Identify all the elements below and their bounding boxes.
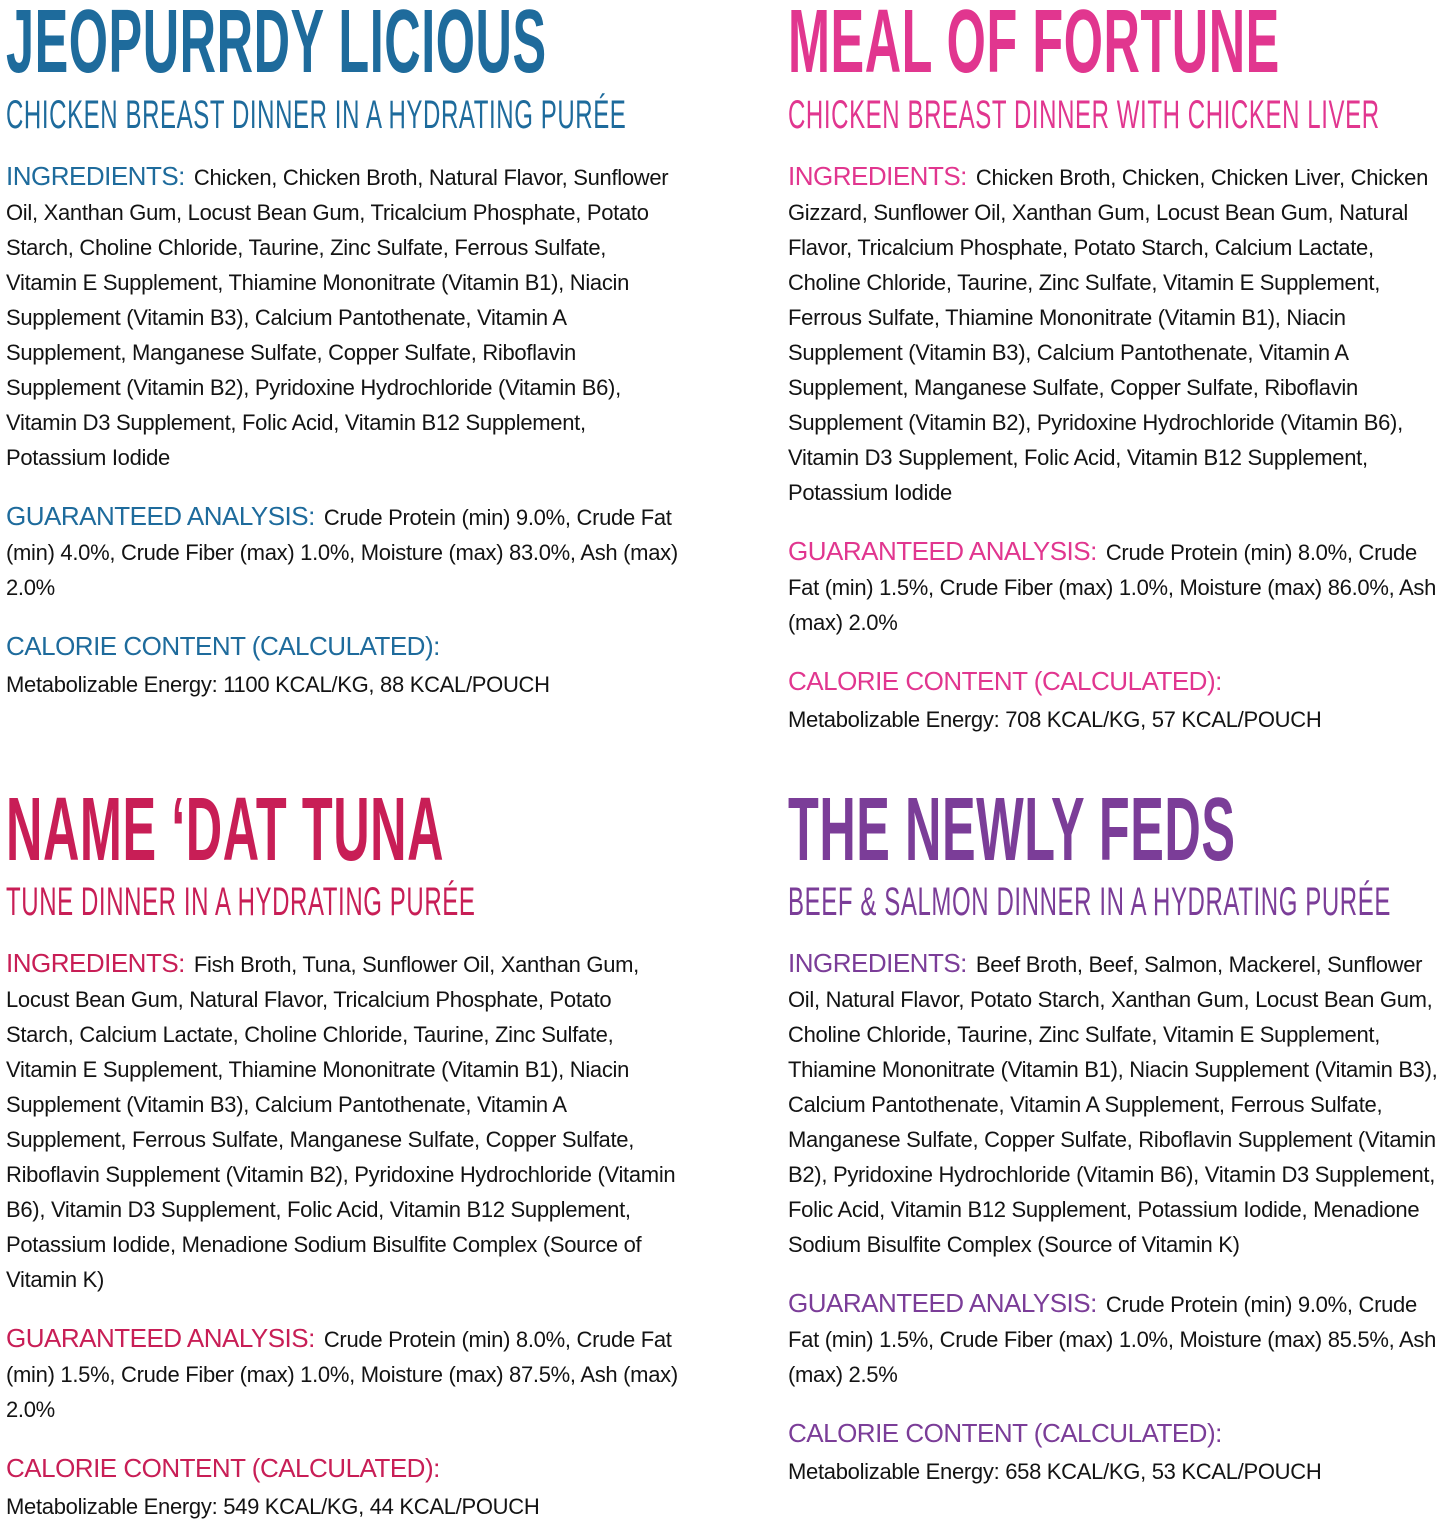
guaranteed-analysis-label: GUARANTEED ANALYSIS: bbox=[788, 536, 1097, 566]
ingredients-paragraph bbox=[6, 159, 682, 475]
product-title: MEAL OF FORTUNE bbox=[788, 4, 1153, 81]
ingredients-label: INGREDIENTS: bbox=[788, 948, 967, 978]
product-panel-meal-of-fortune bbox=[788, 4, 1440, 737]
product-title: THE NEWLY FEDS bbox=[788, 792, 1153, 869]
ingredients-paragraph bbox=[788, 946, 1440, 1262]
calorie-content-label: CALORIE CONTENT (CALCULATED): bbox=[6, 1451, 682, 1486]
ingredients-label: INGREDIENTS: bbox=[788, 161, 967, 191]
guaranteed-analysis-label: GUARANTEED ANALYSIS: bbox=[6, 501, 315, 531]
guaranteed-analysis-text: Crude Protein (min) 9.0%, Crude Fat (min) 4.0%, Crude Fiber (max) 1.0%, Moisture (max) 83.0%, Ash (max) 2.0% bbox=[6, 505, 678, 600]
calorie-content-paragraph bbox=[6, 1451, 682, 1524]
product-subtitle: CHICKEN BREAST DINNER IN A HYDRATING PURÉE bbox=[6, 95, 412, 135]
calorie-content-paragraph bbox=[788, 664, 1440, 737]
ingredients-text: Chicken, Chicken Broth, Natural Flavor, Sunflower Oil, Xanthan Gum, Locust Bean Gum, Tricalcium Phosphate, Potato Starch, Choline Chloride, Taurine, Zinc Sulfate, Ferrous Sulfate, Vitamin E Supplement, Thiamine Mononitrate (Vitamin B1), Niacin Supplement (Vitamin B3), Calcium Pantothenate, Vitamin A Supplement, Manganese Sulfate, Copper Sulfate, Riboflavin Supplement (Vitamin B2), Pyridoxine Hydrochloride (Vitamin B6), Vitamin D3 Supplement, Folic Acid, Vitamin B12 Supplement, Potassium Iodide bbox=[6, 165, 668, 470]
ingredients-text: Beef Broth, Beef, Salmon, Mackerel, Sunflower Oil, Natural Flavor, Potato Starch, Xanthan Gum, Locust Bean Gum, Choline Chloride, Taurine, Zinc Sulfate, Vitamin E Supplement, Thiamine Mononitrate (Vitamin B1), Niacin Supplement (Vitamin B3), Calcium Pantothenate, Vitamin A Supplement, Ferrous Sulfate, Manganese Sulfate, Copper Sulfate, Riboflavin Supplement (Vitamin B2), Pyridoxine Hydrochloride (Vitamin B6), Vitamin D3 Supplement, Folic Acid, Vitamin B12 Supplement, Potassium Iodide, Menadione Sodium Bisulfite Complex (Source of Vitamin K) bbox=[788, 952, 1437, 1257]
guaranteed-analysis-label: GUARANTEED ANALYSIS: bbox=[6, 1323, 315, 1353]
calorie-content-text: Metabolizable Energy: 658 KCAL/KG, 53 KCAL/POUCH bbox=[788, 1459, 1321, 1484]
ingredients-text: Fish Broth, Tuna, Sunflower Oil, Xanthan Gum, Locust Bean Gum, Natural Flavor, Tricalcium Phosphate, Potato Starch, Calcium Lactate, Choline Chloride, Taurine, Zinc Sulfate, Vitamin E Supplement, Thiamine Mononitrate (Vitamin B1), Niacin Supplement (Vitamin B3), Calcium Pantothenate, Vitamin A Supplement, Ferrous Sulfate, Manganese Sulfate, Copper Sulfate, Riboflavin Supplement (Vitamin B2), Pyridoxine Hydrochloride (Vitamin B6), Vitamin D3 Supplement, Folic Acid, Vitamin B12 Supplement, Potassium Iodide, Menadione Sodium Bisulfite Complex (Source of Vitamin K) bbox=[6, 952, 675, 1292]
product-panel-the-newly-feds bbox=[788, 792, 1440, 1524]
guaranteed-analysis-text: Crude Protein (min) 8.0%, Crude Fat (min) 1.5%, Crude Fiber (max) 1.0%, Moisture (max) 86.0%, Ash (max) 2.0% bbox=[788, 540, 1436, 635]
product-subtitle: BEEF & SALMON DINNER IN A HYDRATING PURÉE bbox=[788, 882, 1179, 922]
calorie-content-label: CALORIE CONTENT (CALCULATED): bbox=[788, 664, 1440, 699]
product-panel-name-dat-tuna bbox=[6, 792, 682, 1524]
ingredients-label: INGREDIENTS: bbox=[6, 948, 185, 978]
ingredients-paragraph bbox=[788, 159, 1440, 510]
calorie-content-text: Metabolizable Energy: 1100 KCAL/KG, 88 KCAL/POUCH bbox=[6, 672, 550, 697]
calorie-content-paragraph bbox=[788, 1416, 1440, 1489]
product-subtitle: TUNE DINNER IN A HYDRATING PURÉE bbox=[6, 882, 412, 922]
guaranteed-analysis-paragraph bbox=[788, 534, 1440, 640]
guaranteed-analysis-text: Crude Protein (min) 9.0%, Crude Fat (min) 1.5%, Crude Fiber (max) 1.0%, Moisture (max) 85.5%, Ash (max) 2.5% bbox=[788, 1292, 1436, 1387]
ingredients-text: Chicken Broth, Chicken, Chicken Liver, Chicken Gizzard, Sunflower Oil, Xanthan Gum, Locust Bean Gum, Natural Flavor, Tricalcium Phosphate, Potato Starch, Calcium Lactate, Choline Chloride, Taurine, Zinc Sulfate, Vitamin E Supplement, Ferrous Sulfate, Thiamine Mononitrate (Vitamin B1), Niacin Supplement (Vitamin B3), Calcium Pantothenate, Vitamin A Supplement, Manganese Sulfate, Copper Sulfate, Riboflavin Supplement (Vitamin B2), Pyridoxine Hydrochloride (Vitamin B6), Vitamin D3 Supplement, Folic Acid, Vitamin B12 Supplement, Potassium Iodide bbox=[788, 165, 1428, 505]
calorie-content-text: Metabolizable Energy: 708 KCAL/KG, 57 KCAL/POUCH bbox=[788, 707, 1321, 732]
calorie-content-label: CALORIE CONTENT (CALCULATED): bbox=[6, 629, 682, 664]
product-title: NAME ‘DAT TUNA bbox=[6, 792, 385, 869]
guaranteed-analysis-paragraph bbox=[788, 1286, 1440, 1392]
calorie-content-paragraph bbox=[6, 629, 682, 702]
guaranteed-analysis-label: GUARANTEED ANALYSIS: bbox=[788, 1288, 1097, 1318]
product-panel-jeopurrdy-licious bbox=[6, 4, 682, 737]
guaranteed-analysis-text: Crude Protein (min) 8.0%, Crude Fat (min) 1.5%, Crude Fiber (max) 1.0%, Moisture (max) 87.5%, Ash (max) 2.0% bbox=[6, 1327, 678, 1422]
guaranteed-analysis-paragraph bbox=[6, 1321, 682, 1427]
guaranteed-analysis-paragraph bbox=[6, 499, 682, 605]
ingredients-label: INGREDIENTS: bbox=[6, 161, 185, 191]
product-subtitle: CHICKEN BREAST DINNER WITH CHICKEN LIVER bbox=[788, 95, 1179, 135]
ingredients-paragraph bbox=[6, 946, 682, 1297]
calorie-content-text: Metabolizable Energy: 549 KCAL/KG, 44 KCAL/POUCH bbox=[6, 1494, 539, 1519]
product-title: JEOPURRDY LICIOUS bbox=[6, 4, 385, 81]
calorie-content-label: CALORIE CONTENT (CALCULATED): bbox=[788, 1416, 1440, 1451]
